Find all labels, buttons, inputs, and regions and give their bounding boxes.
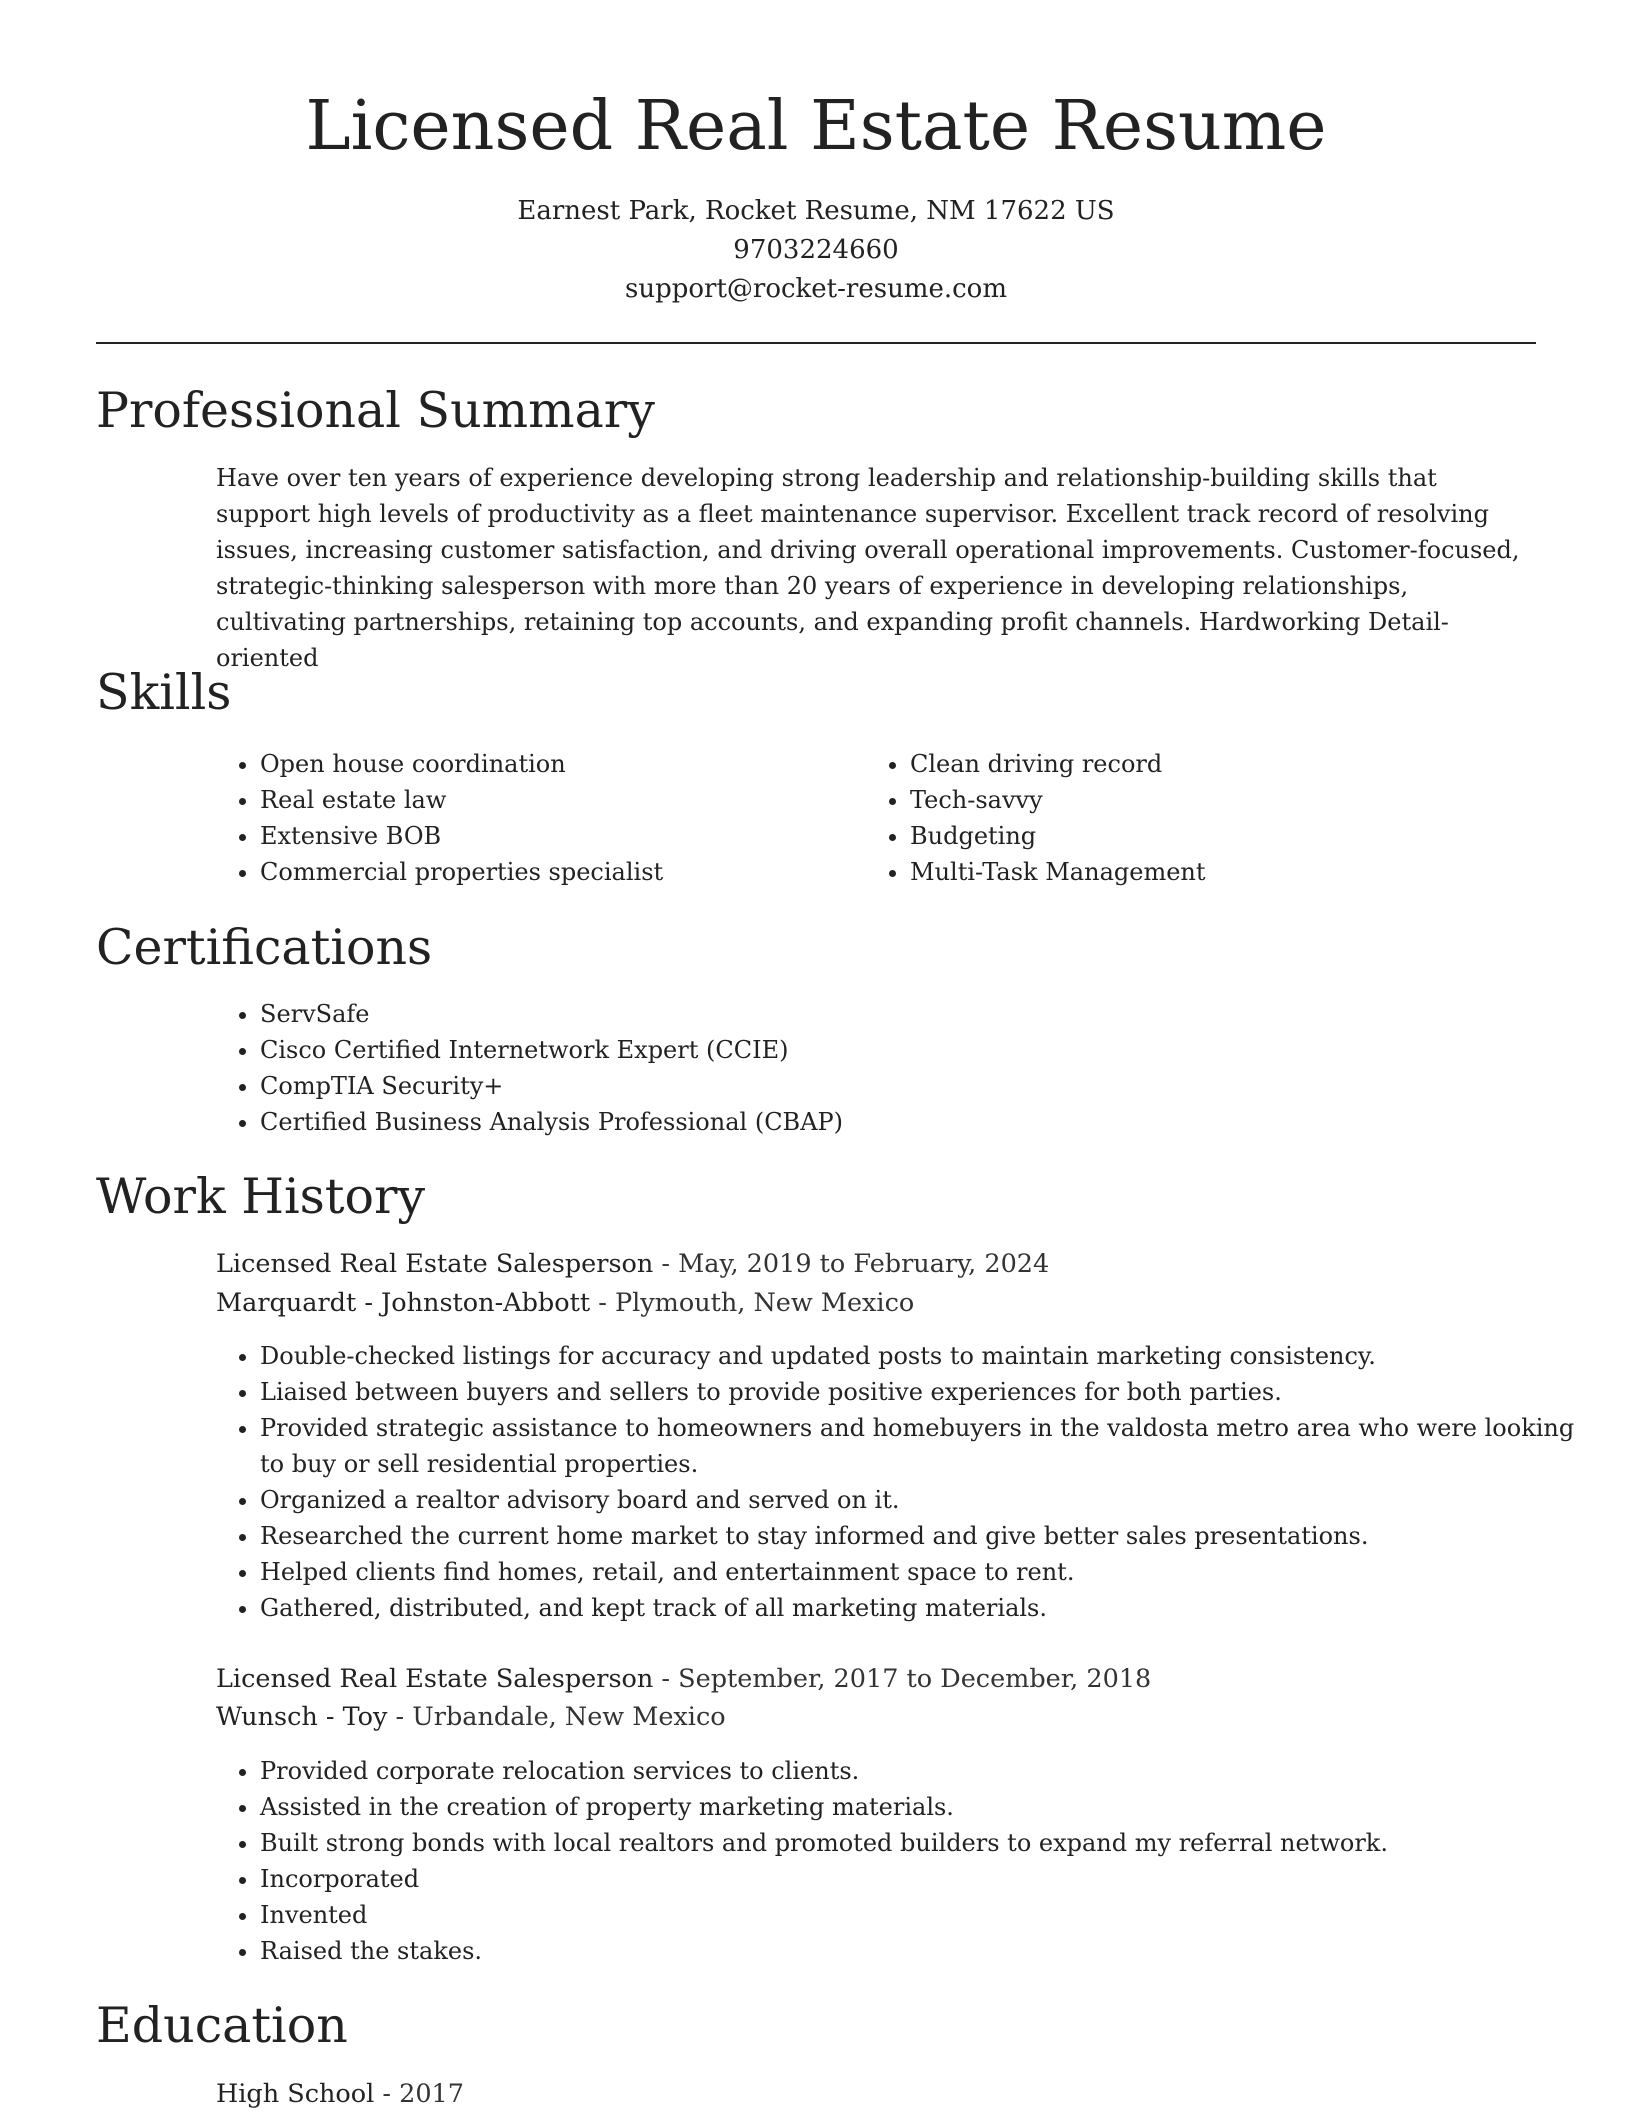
contact-block — [0, 192, 1632, 309]
job-company-line — [216, 1284, 914, 1322]
separator: - — [653, 1664, 679, 1694]
certification-item: • Cisco Certified Internetwork Expert (CCIE) — [260, 1032, 1560, 1068]
summary-heading: Professional Summary — [96, 382, 655, 439]
certifications-heading: Certifications — [96, 919, 433, 976]
separator: - — [653, 1249, 679, 1279]
education-year: 2017 — [399, 2079, 465, 2109]
skill-item: • Tech-savvy — [910, 782, 1510, 818]
job-bullet: • Gathered, distributed, and kept track of all marketing materials. — [260, 1590, 1580, 1626]
skills-list-left — [216, 746, 860, 890]
certification-item: • CompTIA Security+ — [260, 1068, 1560, 1104]
certification-item: • Certified Business Analysis Professional (CBAP) — [260, 1104, 1560, 1140]
job-bullet: • Provided corporate relocation services to clients. — [260, 1753, 1580, 1789]
job-dates: May, 2019 to February, 2024 — [678, 1249, 1050, 1279]
skill-item: • Real estate law — [260, 782, 860, 818]
job-location: Urbandale, New Mexico — [412, 1702, 726, 1732]
job-title: Licensed Real Estate Salesperson — [216, 1249, 654, 1279]
job-company: Marquardt - Johnston-Abbott — [216, 1288, 591, 1318]
job-title-line — [216, 1245, 1049, 1283]
job-company: Wunsch - Toy — [216, 1702, 388, 1732]
job-company-line — [216, 1698, 726, 1736]
job-bullet: • Organized a realtor advisory board and served on it. — [260, 1482, 1580, 1518]
contact-email: support@rocket-resume.com — [624, 274, 1007, 304]
job-bullets — [216, 1338, 1580, 1626]
resume-title: Licensed Real Estate Resume — [305, 87, 1327, 166]
education-degree: High School — [216, 2079, 375, 2109]
job-location: Plymouth, New Mexico — [614, 1288, 915, 1318]
job-bullet: • Researched the current home market to stay informed and give better sales presentations. — [260, 1518, 1580, 1554]
job-bullets — [216, 1753, 1580, 1969]
education-heading: Education — [96, 1997, 348, 2054]
job-bullet: • Helped clients find homes, retail, and entertainment space to rent. — [260, 1554, 1580, 1590]
job-title: Licensed Real Estate Salesperson — [216, 1664, 654, 1694]
education-line — [216, 2075, 464, 2113]
job-bullet: • Assisted in the creation of property marketing materials. — [260, 1789, 1580, 1825]
contact-phone: 9703224660 — [733, 235, 899, 265]
separator: - — [374, 2079, 400, 2109]
job-dates: September, 2017 to December, 2018 — [678, 1664, 1152, 1694]
work-history-heading: Work History — [96, 1168, 426, 1225]
certifications-list — [216, 996, 1560, 1140]
skill-item: • Budgeting — [910, 818, 1510, 854]
header-divider — [96, 342, 1536, 344]
job-bullet: • Provided strategic assistance to homeowners and homebuyers in the valdosta metro area who were looking to buy or sell residential properties. — [260, 1410, 1580, 1482]
job-bullet: • Built strong bonds with local realtors and promoted builders to expand my referral network. — [260, 1825, 1580, 1861]
skill-item: • Multi-Task Management — [910, 854, 1510, 890]
job-bullet: • Liaised between buyers and sellers to provide positive experiences for both parties. — [260, 1374, 1580, 1410]
skill-item: • Commercial properties specialist — [260, 854, 860, 890]
contact-address: Earnest Park, Rocket Resume, NM 17622 US — [517, 196, 1115, 226]
certification-item: • ServSafe — [260, 996, 1560, 1032]
job-bullet: • Double-checked listings for accuracy and updated posts to maintain marketing consistency. — [260, 1338, 1580, 1374]
job-bullet: • Incorporated — [260, 1861, 1580, 1897]
job-bullet: • Raised the stakes. — [260, 1933, 1580, 1969]
summary-text: Have over ten years of experience developing strong leadership and relationship-building skills that support high levels of productivity as a fleet maintenance supervisor. Excellent track record of resolving issues, increasing customer satisfaction, and driving overall operational improvements. Customer-focused, strategic-thinking salesperson with more than 20 years of experience in developing relationships, cultivating partnerships, retaining top accounts, and expanding profit channels. Hardworking Detail-oriented — [216, 464, 1520, 672]
skills-heading: Skills — [96, 664, 232, 721]
separator: - — [387, 1702, 413, 1732]
skill-item: • Extensive BOB — [260, 818, 860, 854]
skills-list-right — [866, 746, 1510, 890]
separator: - — [590, 1288, 615, 1318]
job-bullet: • Invented — [260, 1897, 1580, 1933]
job-title-line — [216, 1660, 1151, 1698]
skill-item: • Clean driving record — [910, 746, 1510, 782]
skill-item: • Open house coordination — [260, 746, 860, 782]
